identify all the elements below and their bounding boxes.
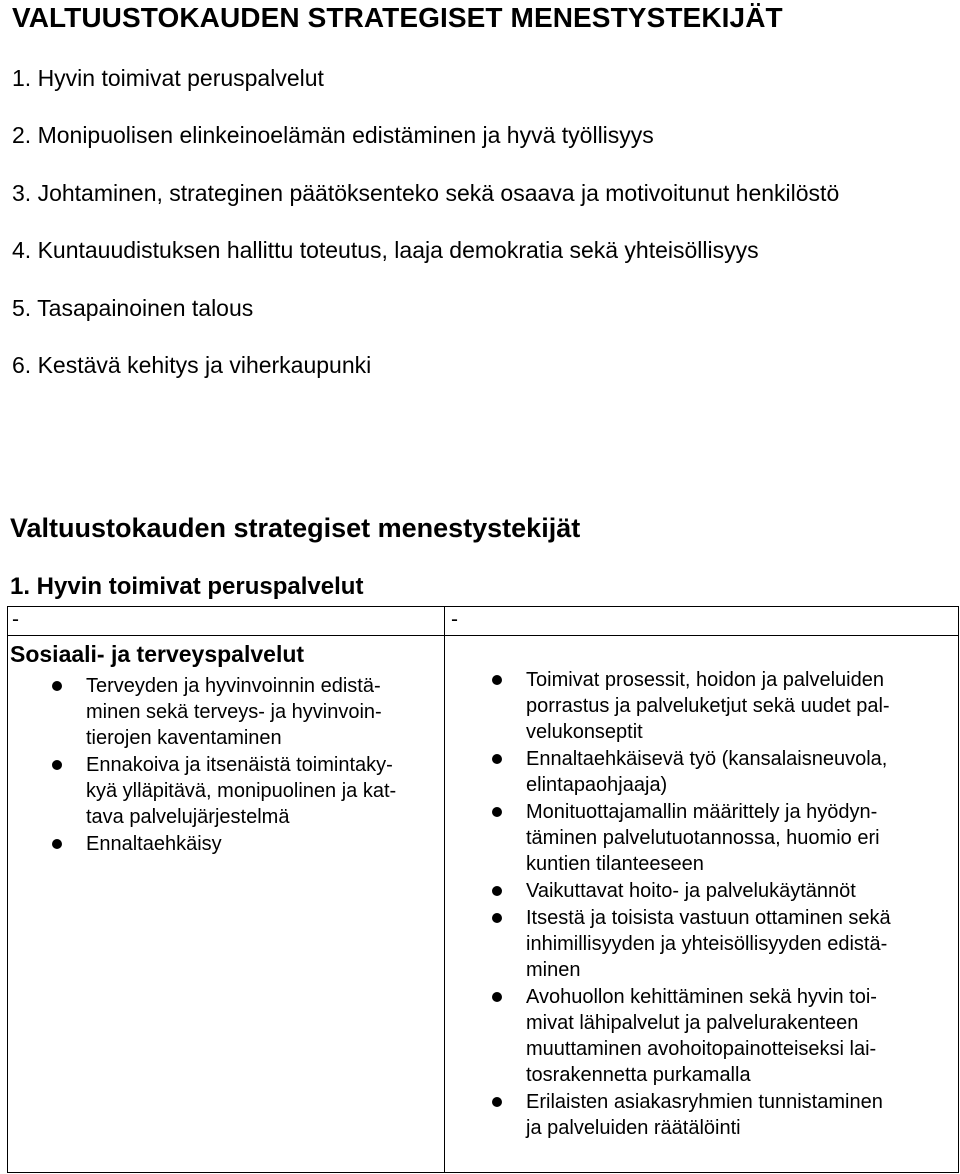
list-item-text: Ennaltaehkäisy — [86, 833, 222, 855]
goal-item: 6. Kestävä kehitys ja viherkaupunki — [12, 351, 372, 378]
goal-item: 1. Hyvin toimivat peruspalvelut — [12, 65, 324, 91]
table-right-column — [448, 667, 953, 1142]
bullet-icon — [52, 839, 62, 849]
list-item-text: Erilaisten asiakasryhmien tunnistaminen ja palveluiden räätälöinti — [526, 1091, 883, 1139]
bullet-icon — [52, 681, 62, 691]
list-item — [8, 673, 436, 751]
list-item — [448, 799, 956, 877]
list-item — [448, 905, 956, 983]
strategy-table — [7, 606, 959, 1173]
goal-item: 2. Monipuolisen elinkeinoelämän edistäminen ja hyvä työllisyys — [12, 122, 654, 149]
header-left-dash: - — [12, 608, 19, 631]
bullet-icon — [492, 675, 502, 685]
list-item — [448, 746, 956, 798]
right-bullet-list — [448, 667, 953, 1141]
section-title: Valtuustokauden strategiset menestystekijät — [10, 513, 581, 543]
list-item-text: Toimivat prosessit, hoidon ja palveluiden porrastus ja palveluketjut sekä uudet pal- velukonseptit — [526, 669, 890, 743]
bullet-icon — [52, 760, 62, 770]
list-item-text: Vaikuttavat hoito- ja palvelukäytännöt — [526, 880, 856, 902]
page-title: VALTUUSTOKAUDEN STRATEGISET MENESTYSTEKIJÄT — [12, 2, 783, 33]
bullet-icon — [492, 754, 502, 764]
header-right-dash: - — [451, 608, 458, 631]
goal-item: 5. Tasapainoinen talous — [12, 294, 254, 321]
list-item — [8, 752, 436, 830]
list-item-text: Ennakoiva ja itsenäistä toimintaky- kyä ylläpitävä, monipuolinen ja kat- tava palvelujärjestelmä — [86, 754, 397, 828]
sub-title: 1. Hyvin toimivat peruspalvelut — [10, 573, 364, 600]
list-item — [448, 984, 956, 1088]
list-item-text: Itsestä ja toisista vastuun ottaminen sekä inhimillisyyden ja yhteisöllisyyden edistä- minen — [526, 907, 891, 981]
bullet-icon — [492, 913, 502, 923]
bullet-icon — [492, 992, 502, 1002]
list-item — [8, 831, 436, 857]
bullet-icon — [492, 1097, 502, 1107]
left-column-heading: Sosiaali- ja terveyspalvelut — [10, 641, 305, 667]
column-divider — [444, 607, 445, 1172]
list-item-text: Monituottajamallin määrittely ja hyödyn- täminen palvelutuotannossa, huomio eri kuntien tilanteeseen — [526, 801, 880, 875]
left-bullet-list — [8, 673, 436, 858]
goal-item: 4. Kuntauudistuksen hallittu toteutus, laaja demokratia sekä yhteisöllisyys — [12, 237, 759, 264]
goals-list — [12, 62, 839, 406]
bullet-icon — [492, 886, 502, 896]
table-header-row — [8, 607, 958, 636]
list-item-text: Ennaltaehkäisevä työ (kansalaisneuvola, elintapaohjaaja) — [526, 748, 888, 796]
list-item — [448, 1089, 956, 1141]
goal-item: 3. Johtaminen, strateginen päätöksenteko sekä osaava ja motivoitunut henkilöstö — [12, 179, 840, 206]
list-item-text: Avohuollon kehittäminen sekä hyvin toi- mivat lähipalvelut ja palvelurakenteen muuttaminen avohoitopainotteiseksi lai- tosrakennetta purkamalla — [526, 986, 877, 1086]
bullet-icon — [492, 807, 502, 817]
list-item — [448, 878, 956, 904]
list-item — [448, 667, 956, 745]
list-item-text: Terveyden ja hyvinvoinnin edistä- minen sekä terveys- ja hyvinvoin- tierojen kaventaminen — [86, 675, 382, 749]
